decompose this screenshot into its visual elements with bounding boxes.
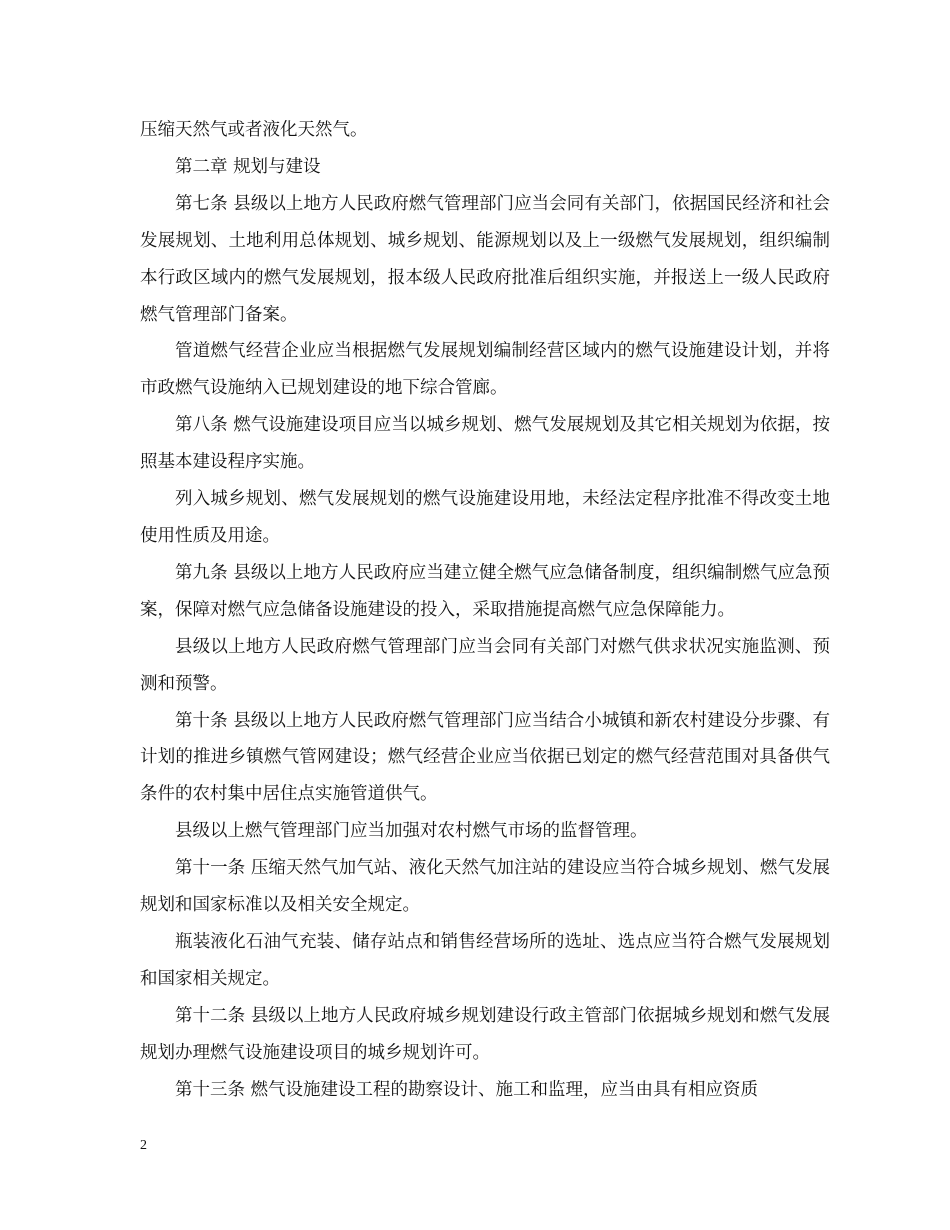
article-9-paragraph-2: 县级以上地方人民政府燃气管理部门应当会同有关部门对燃气供求状况实施监测、预测和预警。	[140, 636, 830, 694]
article-10-paragraph-2: 县级以上燃气管理部门应当加强对农村燃气市场的监督管理。	[175, 821, 648, 842]
article-10: 第十条 县级以上地方人民政府燃气管理部门应当结合小城镇和新农村建设分步骤、有计划的推进乡镇燃气管网建设；燃气经营企业应当依据已划定的燃气经营范围对具备供气条件的农村集中居住点实施管道供气。	[140, 710, 830, 805]
article-11: 第十一条 压缩天然气加气站、液化天然气加注站的建设应当符合城乡规划、燃气发展规划和国家标准以及相关安全规定。	[140, 858, 830, 916]
page-number: 2	[140, 1138, 147, 1153]
article-12: 第十二条 县级以上地方人民政府城乡规划建设行政主管部门依据城乡规划和燃气发展规划办理燃气设施建设项目的城乡规划许可。	[140, 1005, 830, 1063]
chapter-heading: 第二章 规划与建设	[175, 156, 321, 177]
document-body	[140, 112, 830, 1108]
article-8: 第八条 燃气设施建设项目应当以城乡规划、燃气发展规划及其它相关规划为依据，按照基本建设程序实施。	[140, 415, 830, 473]
article-9: 第九条 县级以上地方人民政府应当建立健全燃气应急储备制度，组织编制燃气应急预案，保障对燃气应急储备设施建设的投入，采取措施提高燃气应急保障能力。	[140, 562, 830, 620]
paragraph-continuation: 压缩天然气或者液化天然气。	[140, 120, 368, 140]
article-13: 第十三条 燃气设施建设工程的勘察设计、施工和监理，应当由具有相应资质	[175, 1079, 759, 1100]
article-7: 第七条 县级以上地方人民政府燃气管理部门应当会同有关部门，依据国民经济和社会发展规划、土地利用总体规划、城乡规划、能源规划以及上一级燃气发展规划，组织编制本行政区域内的燃气发展规划，报本级人民政府批准后组织实施，并报送上一级人民政府燃气管理部门备案。	[140, 193, 830, 325]
article-8-paragraph-2: 列入城乡规划、燃气发展规划的燃气设施建设用地，未经法定程序批准不得改变土地使用性质及用途。	[140, 489, 830, 546]
article-7-paragraph-2: 管道燃气经营企业应当根据燃气发展规划编制经营区域内的燃气设施建设计划，并将市政燃气设施纳入已规划建设的地下综合管廊。	[140, 341, 830, 399]
article-11-paragraph-2: 瓶装液化石油气充装、储存站点和销售经营场所的选址、选点应当符合燃气发展规划和国家相关规定。	[140, 931, 830, 989]
